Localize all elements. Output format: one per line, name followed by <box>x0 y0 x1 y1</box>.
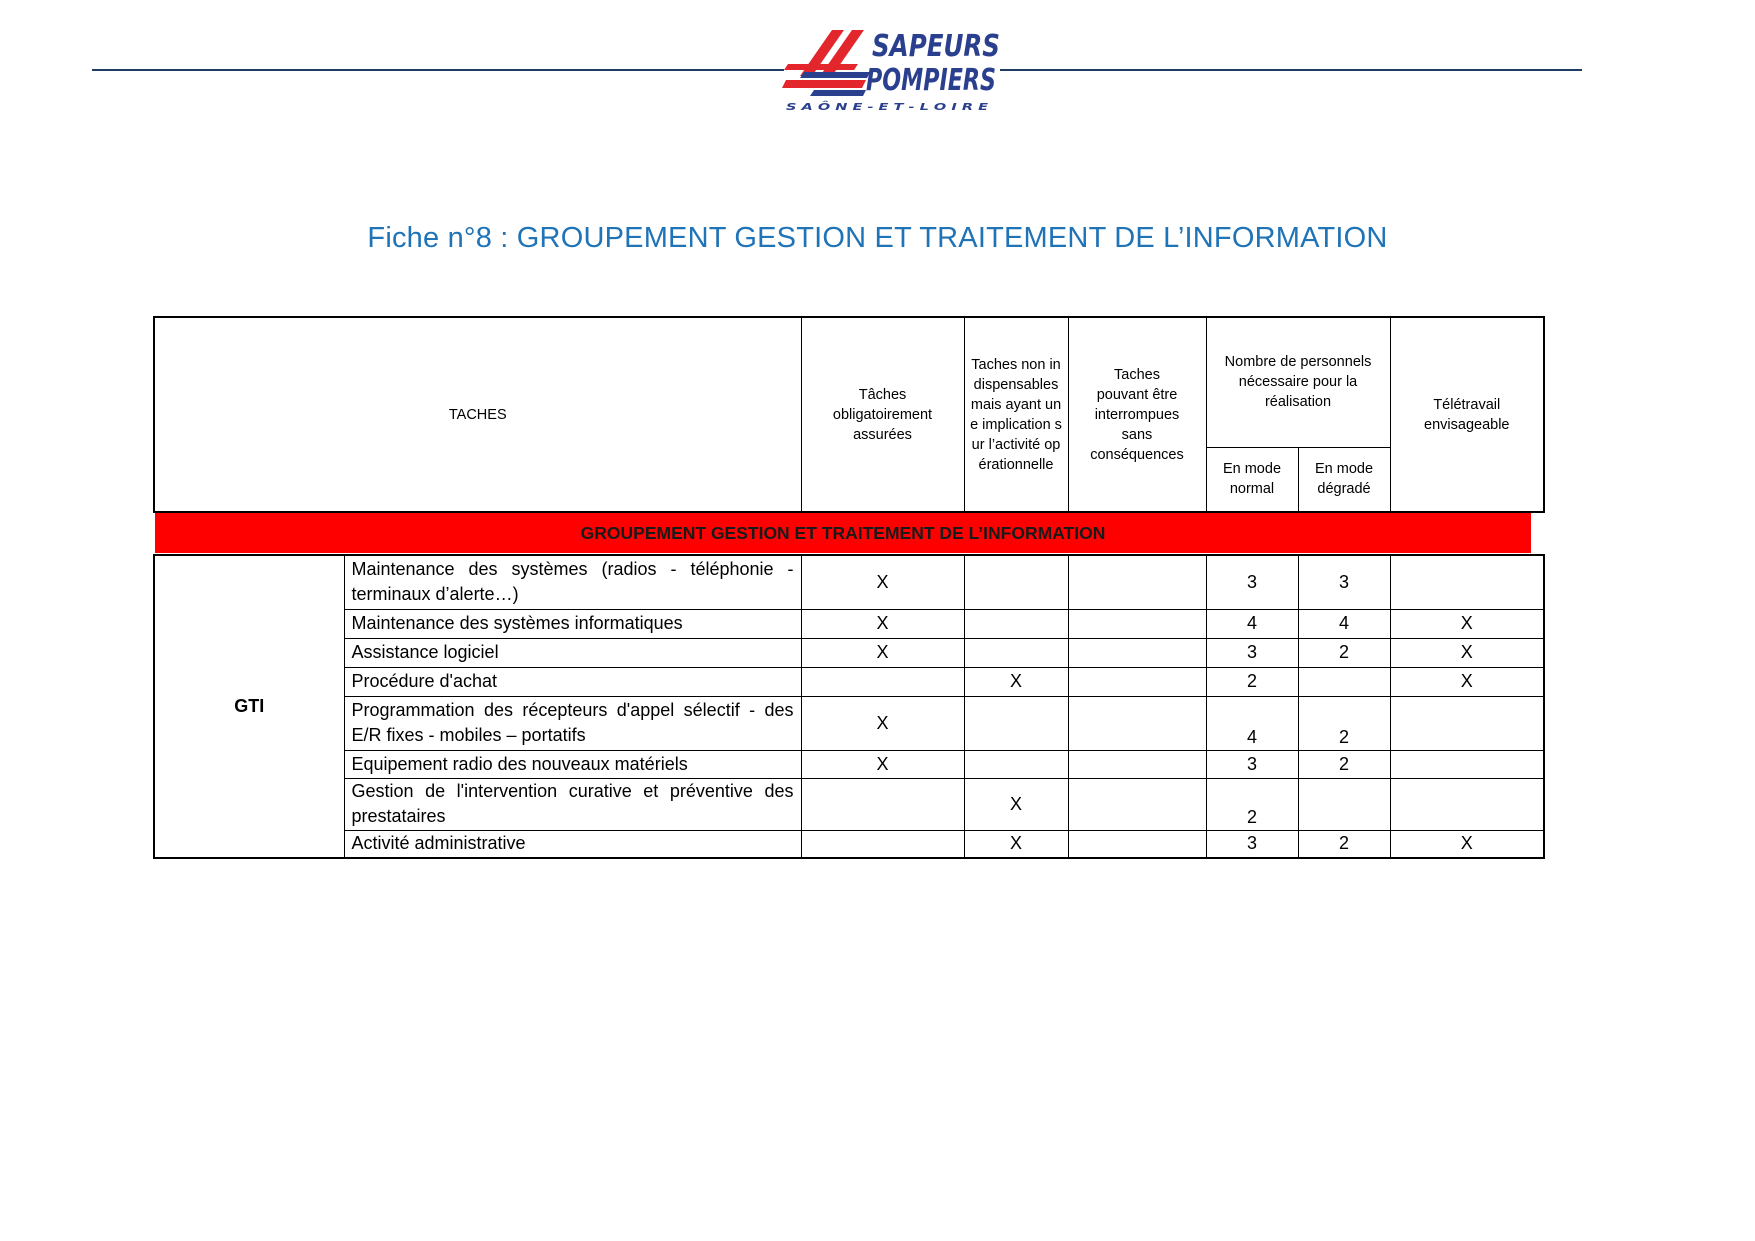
cell-obligatoire: X <box>801 638 964 667</box>
cell-non-indisp: X <box>964 778 1068 830</box>
cell-interrompue <box>1068 778 1206 830</box>
table-row <box>154 696 1544 750</box>
cell-obligatoire: X <box>801 555 964 609</box>
cell-non-indisp: X <box>964 830 1068 858</box>
cell-non-indisp <box>964 750 1068 778</box>
table-row <box>154 555 1544 609</box>
cell-normal: 3 <box>1206 638 1298 667</box>
cell-degrade: 2 <box>1298 638 1390 667</box>
task-name: Procédure d'achat <box>344 667 801 696</box>
header-rule-left <box>92 69 784 71</box>
cell-non-indisp <box>964 696 1068 750</box>
cell-degrade <box>1298 778 1390 830</box>
cell-normal: 3 <box>1206 750 1298 778</box>
table-row <box>154 830 1544 858</box>
logo-subtitle: S A Ô N E - E T - L O I R E <box>786 102 925 113</box>
table-row <box>154 778 1544 830</box>
table-row <box>154 667 1544 696</box>
task-name: Programmation des récepteurs d'appel sélectif - des E/R fixes - mobiles – portatifs <box>344 696 801 750</box>
cell-non-indisp <box>964 638 1068 667</box>
cell-teletravail: X <box>1390 609 1544 638</box>
task-name: Equipement radio des nouveaux matériels <box>344 750 801 778</box>
cell-obligatoire <box>801 778 964 830</box>
cell-teletravail: X <box>1390 830 1544 858</box>
cell-interrompue <box>1068 696 1206 750</box>
cell-interrompue <box>1068 667 1206 696</box>
table-row <box>154 609 1544 638</box>
cell-non-indisp: X <box>964 667 1068 696</box>
task-name: Maintenance des systèmes informatiques <box>344 609 801 638</box>
cell-non-indisp <box>964 555 1068 609</box>
section-banner: GROUPEMENT GESTION ET TRAITEMENT DE L’INFORMATION <box>155 513 1531 553</box>
cell-teletravail: X <box>1390 638 1544 667</box>
task-name: Activité administrative <box>344 830 801 858</box>
page-title: Fiche n°8 : GROUPEMENT GESTION ET TRAITEMENT DE L’INFORMATION <box>367 222 1388 254</box>
cell-normal: 4 <box>1206 609 1298 638</box>
cell-degrade <box>1298 667 1390 696</box>
task-name: Assistance logiciel <box>344 638 801 667</box>
cell-degrade: 2 <box>1298 750 1390 778</box>
cell-interrompue <box>1068 609 1206 638</box>
cell-normal: 3 <box>1206 555 1298 609</box>
header-rule-right <box>1000 69 1582 71</box>
cell-teletravail <box>1390 778 1544 830</box>
logo-text-line2: POMPIERS <box>866 63 996 98</box>
col-header-obligatoires: Tâches obligatoirement assurées <box>801 317 964 512</box>
cell-teletravail <box>1390 696 1544 750</box>
cell-degrade: 2 <box>1298 830 1390 858</box>
cell-obligatoire: X <box>801 696 964 750</box>
cell-obligatoire: X <box>801 750 964 778</box>
cell-teletravail <box>1390 555 1544 609</box>
task-name: Maintenance des systèmes (radios - téléphonie - terminaux d’alerte…) <box>344 555 801 609</box>
cell-obligatoire: X <box>801 609 964 638</box>
table-row <box>154 750 1544 778</box>
cell-degrade: 4 <box>1298 609 1390 638</box>
cell-interrompue <box>1068 638 1206 667</box>
cell-interrompue <box>1068 830 1206 858</box>
cell-interrompue <box>1068 555 1206 609</box>
col-header-nombre: Nombre de personnels nécessaire pour la réalisation <box>1206 317 1390 447</box>
task-name: Gestion de l'intervention curative et préventive des prestataires <box>344 778 801 830</box>
cell-teletravail <box>1390 750 1544 778</box>
cell-normal: 2 <box>1206 667 1298 696</box>
tasks-table <box>153 554 1545 859</box>
cell-obligatoire <box>801 667 964 696</box>
cell-teletravail: X <box>1390 667 1544 696</box>
col-header-non-indispensables: Taches non indispensables mais ayant une implication sur l’activité opérationnelle <box>964 317 1068 512</box>
cell-normal: 2 <box>1206 778 1298 830</box>
cell-degrade: 2 <box>1298 696 1390 750</box>
cell-normal: 3 <box>1206 830 1298 858</box>
col-header-mode-normal: En mode normal <box>1206 447 1298 512</box>
col-header-interrompues: Taches pouvant être interrompues sans conséquences <box>1068 317 1206 512</box>
cell-non-indisp <box>964 609 1068 638</box>
col-header-teletravail: Télétravail envisageable <box>1390 317 1544 512</box>
table-row <box>154 638 1544 667</box>
cell-degrade: 3 <box>1298 555 1390 609</box>
sapeurs-pompiers-logo <box>780 26 1005 112</box>
logo-text-line1: SAPEURS <box>872 29 1000 64</box>
cell-interrompue <box>1068 750 1206 778</box>
col-header-taches: TACHES <box>154 317 801 512</box>
columns-header-table <box>153 316 1545 513</box>
cell-normal: 4 <box>1206 696 1298 750</box>
cell-obligatoire <box>801 830 964 858</box>
group-label: GTI <box>154 555 344 858</box>
col-header-mode-degrade: En mode dégradé <box>1298 447 1390 512</box>
